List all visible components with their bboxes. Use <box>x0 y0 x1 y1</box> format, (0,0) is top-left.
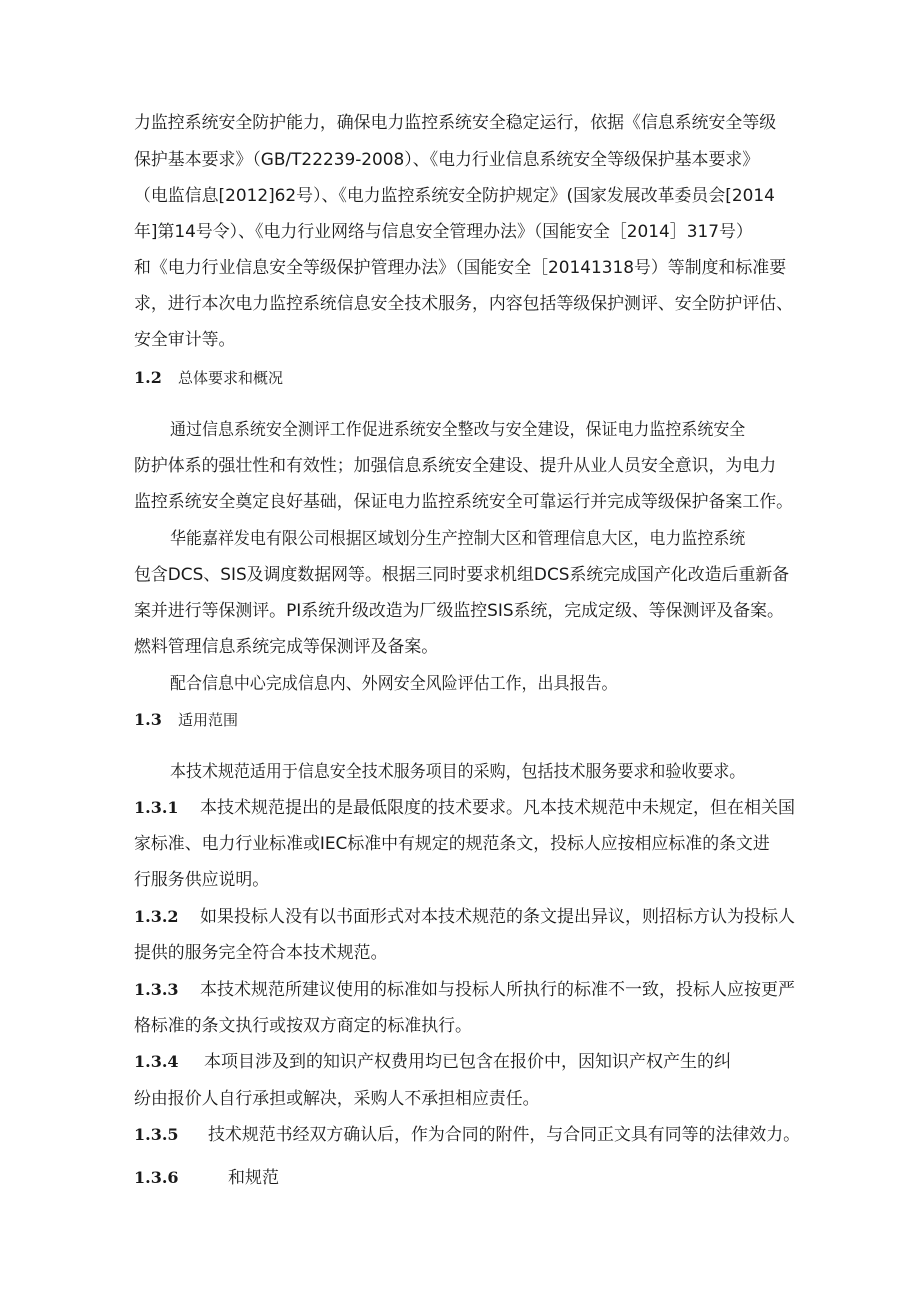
paragraph-line: 案并进行等保测评。PI系统升级改造为厂级监控SIS系统，完成定级、等保测评及备案。 <box>134 601 784 621</box>
paragraph-line: 监控系统安全奠定良好基础，保证电力监控系统安全可靠运行并完成等级保护备案工作。 <box>134 492 794 512</box>
paragraph-line: 包含DCS、SIS及调度数据网等。根据三同时要求机组DCS系统完成国产化改造后重新备 <box>134 565 790 585</box>
item-number: 1.3.2 <box>134 907 179 926</box>
item-number: 1.3.4 <box>134 1052 179 1071</box>
item-text: 纷由报价人自行承担或解决，采购人不承担相应责任。 <box>134 1089 540 1109</box>
item-number: 1.3.6 <box>134 1168 179 1187</box>
item-text: 提供的服务完全符合本技术规范。 <box>134 943 388 963</box>
item-text: 行服务供应说明。 <box>134 870 270 890</box>
paragraph-line: 年]第14号令）、《电力行业网络与信息安全管理办法》（国能安全［2014］317号） <box>134 222 753 242</box>
item-text: 家标准、电力行业标准或IEC标准中有规定的规范条文，投标人应按相应标准的条文进 <box>134 834 770 854</box>
item-text: 本技术规范所建议使用的标准如与投标人所执行的标准不一致，投标人应按更严 <box>200 980 795 1000</box>
item-text: 和规范 <box>228 1168 279 1188</box>
section-number: 1.2 <box>134 368 162 387</box>
section-title: 适用范围 <box>178 711 239 729</box>
item-text: 格标准的条文执行或按双方商定的标准执行。 <box>134 1016 472 1036</box>
item-text: 技术规范书经双方确认后，作为合同的附件，与合同正文具有同等的法律效力。 <box>208 1125 801 1145</box>
item-number: 1.3.5 <box>134 1125 179 1144</box>
item-text: 本技术规范提出的是最低限度的技术要求。凡本技术规范中未规定，但在相关国 <box>200 798 795 818</box>
paragraph-line: 通过信息系统安全测评工作促进系统安全整改与安全建设，保证电力监控系统安全 <box>170 420 746 440</box>
item-text: 如果投标人没有以书面形式对本技术规范的条文提出异议，则招标方认为投标人 <box>200 907 795 927</box>
paragraph-line: 燃料管理信息系统完成等保测评及备案。 <box>134 637 439 657</box>
paragraph-line: 和《电力行业信息安全等级保护管理办法》（国能安全［20141318号）等制度和标准要 <box>134 258 787 278</box>
paragraph-line: 力监控系统安全防护能力，确保电力监控系统安全稳定运行，依据《信息系统安全等级 <box>134 113 777 133</box>
paragraph-line: （电监信息[2012]62号）、《电力监控系统安全防护规定》(国家发展改革委员会[2014 <box>134 186 775 206</box>
paragraph-line: 配合信息中心完成信息内、外网安全风险评估工作，出具报告。 <box>170 674 618 694</box>
paragraph-line: 安全审计等。 <box>134 330 236 350</box>
section-number: 1.3 <box>134 710 162 729</box>
paragraph-line: 保护基本要求》（GB/T22239-2008）、《电力行业信息系统安全等级保护基本要求》 <box>134 150 760 170</box>
paragraph-line: 本技术规范适用于信息安全技术服务项目的采购，包括技术服务要求和验收要求。 <box>170 762 746 782</box>
item-number: 1.3.3 <box>134 980 179 999</box>
paragraph-line: 求，进行本次电力监控系统信息安全技术服务，内容包括等级保护测评、安全防护评估、 <box>134 294 794 314</box>
item-text: 本项目涉及到的知识产权费用均已包含在报价中，因知识产权产生的纠 <box>204 1052 731 1072</box>
section-title: 总体要求和概况 <box>178 369 284 387</box>
item-number: 1.3.1 <box>134 798 179 817</box>
paragraph-line: 华能嘉祥发电有限公司根据区域划分生产控制大区和管理信息大区，电力监控系统 <box>170 529 746 549</box>
paragraph-line: 防护体系的强壮性和有效性；加强信息系统安全建设、提升从业人员安全意识，为电力 <box>134 456 777 476</box>
